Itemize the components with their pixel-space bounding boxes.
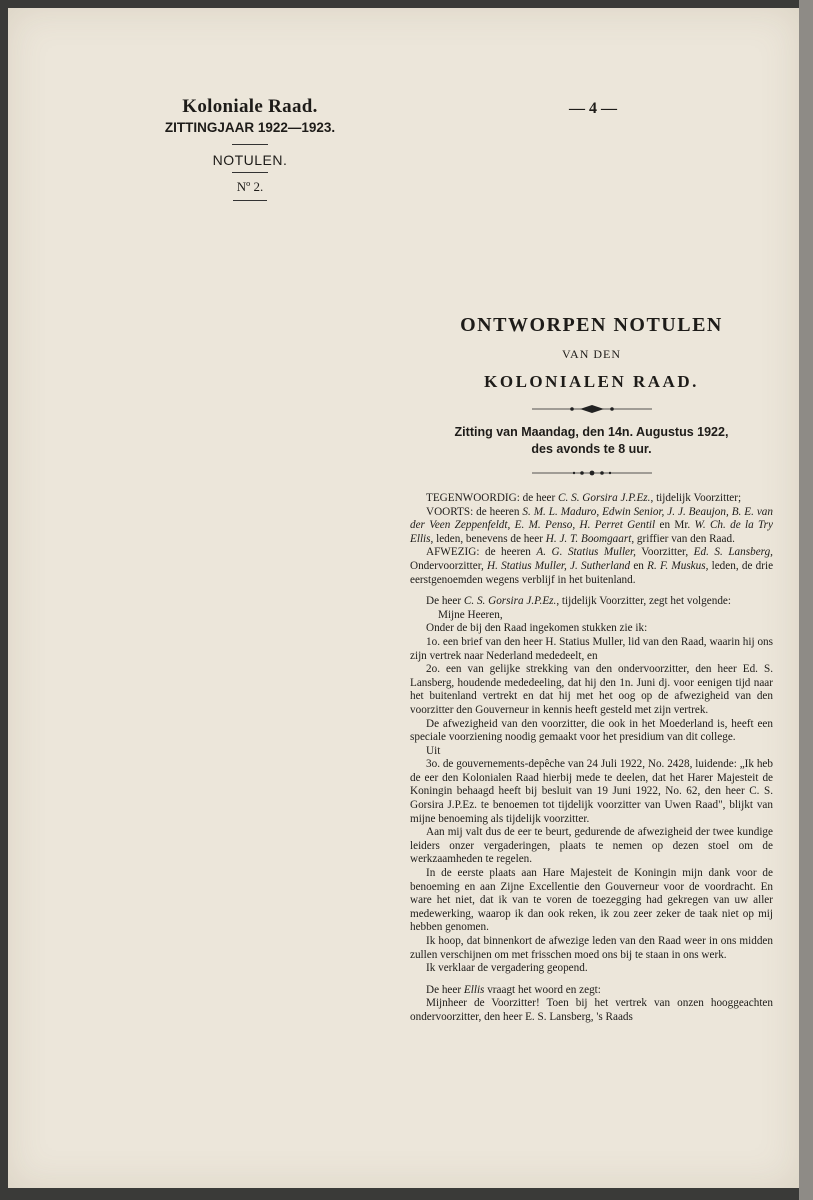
attendance-also: VOORTS: de heeren S. M. L. Maduro, Edwin Senior, J. J. Beaujon, B. E. van der Veen Zeppenfeldt, E. M. Penso, H. Perret Gentil en Mr. W. Ch. de la Try Ellis, leden, benevens de heer H. J. T. Boomgaart, griffier van den Raad. <box>410 505 773 545</box>
paragraph: 3o. de gouvernements-depêche van 24 Juli 1922, No. 2428, luidende: „Ik heb de eer den Kolonialen Raad hierbij mede te deelen, dat het Harer Majesteit de Koningin behaagd heeft bij besluit van 19 Juni 1922, No. 62, den heer C. S. Gorsira J.P.Ez. te benoemen tot tijdelijk voorzitter van Uwen Raad", blijkt van mijne benoeming als tijdelijk voorzitter. <box>410 758 773 825</box>
minutes-body <box>410 492 773 1025</box>
paragraph: Ik verklaar de vergadering geopend. <box>426 962 588 975</box>
salutation: Mijne Heeren, <box>438 608 503 621</box>
ellis-intro: De heer Ellis vraagt het woord en zegt: <box>426 983 601 996</box>
session-time: des avonds te 8 uur. <box>531 442 652 456</box>
session-date: Zitting van Maandag, den 14n. Augustus 1922, <box>454 425 729 439</box>
paragraph: Uit <box>426 744 441 757</box>
council-title: Koloniale Raad. <box>182 96 318 117</box>
council-heading: KOLONIALEN RAAD. <box>484 372 699 391</box>
document-header-block <box>120 96 380 201</box>
paragraph: Aan mij valt dus de eer te beurt, gedurende de afwezigheid der twee kundige leiders onzer vergaderingen, plaats te nemen op dezen stoel om de werkzaamheden te regelen. <box>410 826 773 866</box>
paragraph: Onder de bij den Raad ingekomen stukken zie ik: <box>426 622 648 635</box>
page-number: — 4 — <box>569 100 617 117</box>
paragraph: Ik hoop, dat binnenkort de afwezige leden van den Raad weer in ons midden zullen verschijnen om met frisschen moed ons bij te staan in ons werk. <box>410 935 773 961</box>
section-label: NOTULEN. <box>212 152 288 168</box>
paragraph: 2o. een van gelijke strekking van den ondervoorzitter, den heer Ed. S. Lansberg, houdende mededeeling, dat hij den 1n. Juni dj. voor eenigen tijd naar het buitenland vertrekt en dat hij met het oog op de afwezigheid van den voorzitter den Gouverneur in kennis heeft gesteld met zijn vertrek. <box>410 663 773 716</box>
divider <box>232 144 268 145</box>
main-heading: ONTWORPEN NOTULEN <box>460 314 723 336</box>
ornament-divider <box>532 468 652 478</box>
paragraph: 1o. een brief van den heer H. Statius Muller, lid van den Raad, waarin hij ons zijn vertrek naar Nederland mededeelt, en <box>410 635 773 662</box>
scan-edge <box>799 0 813 1200</box>
divider <box>232 172 268 173</box>
attendance-absent: AFWEZIG: de heeren A. G. Statius Muller, Voorzitter, Ed. S. Lansberg, Ondervoorzitter, H. Statius Muller, J. Sutherland en R. F. Muskus, leden, de drie eerstgenoemden wegens verblijf in het buitenland. <box>410 546 774 586</box>
document-number: Nº 2. <box>236 179 264 194</box>
speech-intro: De heer C. S. Gorsira J.P.Ez., tijdelijk Voorzitter, zegt het volgende: <box>426 595 731 608</box>
paragraph: In de eerste plaats aan Hare Majesteit de Koningin mijn dank voor de benoeming en aan Zijne Excellentie den Gouverneur voor de voordracht. En ware het niet, dat ik van te voren de toezegging had gekregen van uw aller medewerking, waarop ik dan ook reken, ik zou zeer zeker de taak niet op mij hebben genomen. <box>410 867 773 934</box>
heading-connector: VAN DEN <box>561 347 622 361</box>
attendance-present: TEGENWOORDIG: de heer C. S. Gorsira J.P.Ez., tijdelijk Voorzitter; <box>426 492 742 504</box>
ornament-divider <box>532 404 652 414</box>
paragraph: Mijnheer de Voorzitter! Toen bij het vertrek van onzen hooggeachten ondervoorzitter, den heer E. S. Lansberg, 's Raads <box>410 997 773 1023</box>
main-column <box>410 308 773 1025</box>
session-year: ZITTINGJAAR 1922—1923. <box>164 120 336 135</box>
double-rule <box>233 200 267 201</box>
document-page <box>8 8 799 1188</box>
session-heading <box>410 424 773 458</box>
paragraph: De afwezigheid van den voorzitter, die ook in het Moederland is, heeft een speciale voorziening noodig gemaakt voor het presidium van dit college. <box>410 717 773 744</box>
